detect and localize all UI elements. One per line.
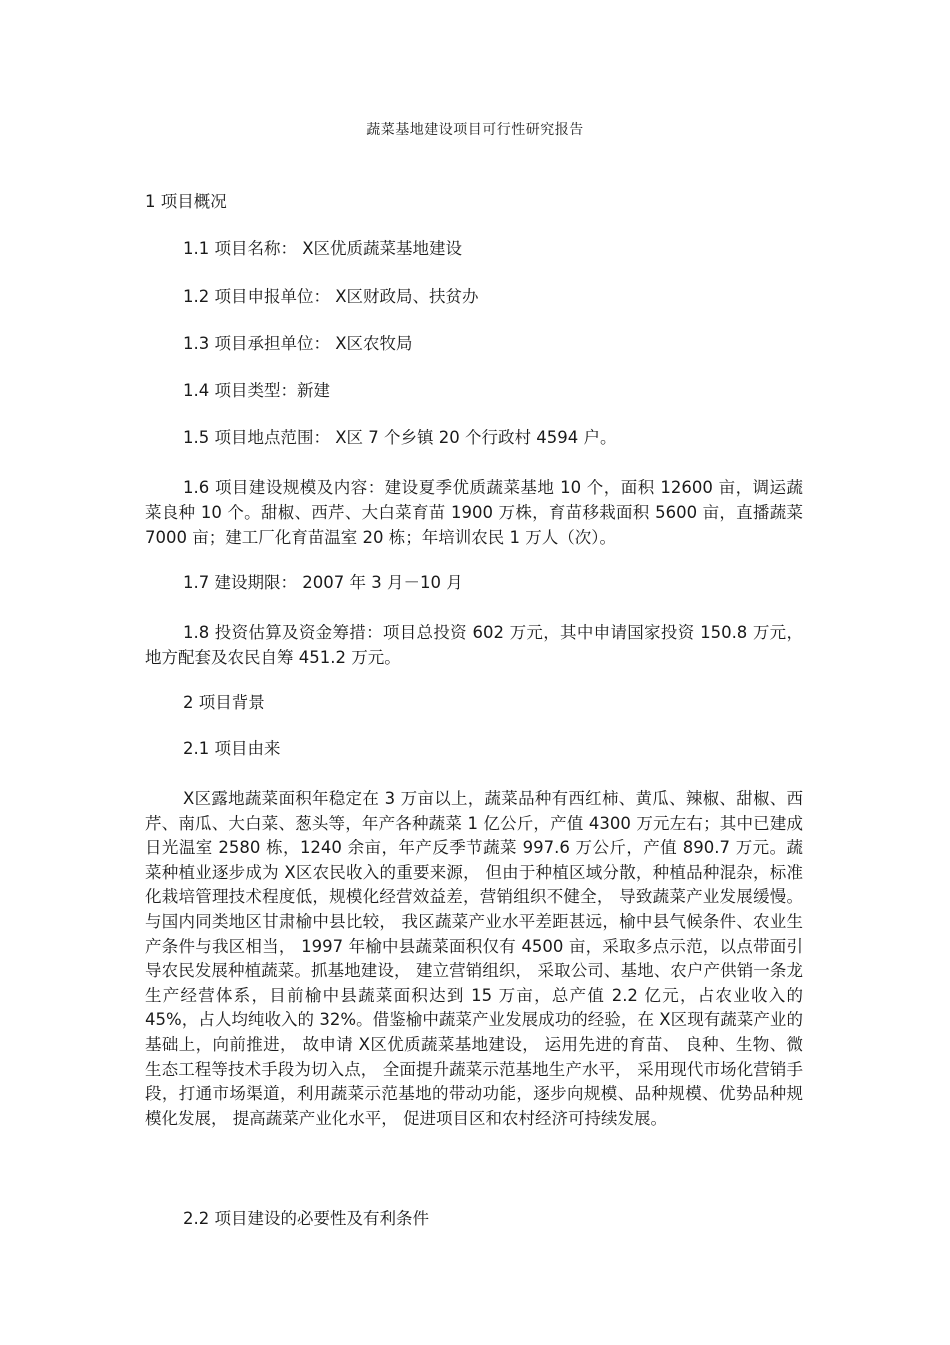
section-2-2-heading: 2.2 项目建设的必要性及有利条件: [183, 1209, 429, 1228]
item-1-8-paragraph: 1.8 投资估算及资金筹措：项目总投资 602 万元，其中申请国家投资 150.8 万元，地方配套及农民自筹 451.2 万元。: [145, 623, 803, 667]
document-title: 蔬菜基地建设项目可行性研究报告: [366, 122, 584, 138]
item-1-1: 1.1 项目名称： X区优质蔬菜基地建设: [183, 239, 463, 258]
section-2-1-heading: 2.1 项目由来: [183, 739, 281, 758]
section-2-heading: 2 项目背景: [183, 693, 265, 712]
item-1-3: 1.3 项目承担单位： X区农牧局: [183, 334, 413, 353]
item-1-4: 1.4 项目类型：新建: [183, 381, 330, 400]
section-1-heading: 1 项目概况: [145, 192, 227, 211]
item-1-5: 1.5 项目地点范围： X区 7 个乡镇 20 个行政村 4594 户。: [183, 428, 617, 447]
section-2-1-body: X区露地蔬菜面积年稳定在 3 万亩以上，蔬菜品种有西红柿、黄瓜、辣椒、甜椒、西芹、南瓜、大白菜、葱头等，年产各种蔬菜 1 亿公斤，产值 4300 万元左右；其中已建成日光温室 2580 栋，1240 余亩，年产反季节蔬菜 997.6 万公斤，产值 890.7 万元。蔬菜种植业逐步成为 X区农民收入的重要来源， 但由于种植区域分散，种植品种混杂，标准化栽培管理技术程度低，规模化经营效益差，营销组织不健全， 导致蔬菜产业发展缓慢。 与国内同类地区甘肃榆中县比较， 我区蔬菜产业水平差距甚远，榆中县气候条件、农业生产条件与我区相当， 1997 年榆中县蔬菜面积仅有 4500 亩，采取多点示范，以点带面引导农民发展种植蔬菜。抓基地建设， 建立营销组织， 采取公司、基地、农户产供销一条龙生产经营体系，目前榆中县蔬菜面积达到 15 万亩，总产值 2.2 亿元，占农业收入的 45%，占人均纯收入的 32%。借鉴榆中蔬菜产业发展成功的经验，在 X区现有蔬菜产业的基础上，向前推进， 故申请 X区优质蔬菜基地建设， 运用先进的育苗、 良种、生物、微生态工程等技术手段为切入点， 全面提升蔬菜示范基地生产水平， 采用现代市场化营销手段，打通市场渠道，利用蔬菜示范基地的带动功能，逐步向规模、品种规模、优势品种规模化发展， 提高蔬菜产业化水平， 促进项目区和农村经济可持续发展。: [145, 789, 803, 1128]
item-1-2: 1.2 项目申报单位： X区财政局、扶贫办: [183, 287, 479, 306]
item-1-6-paragraph: 1.6 项目建设规模及内容：建设夏季优质蔬菜基地 10 个，面积 12600 亩，调运蔬菜良种 10 个。甜椒、西芹、大白菜育苗 1900 万株，育苗移栽面积 5600 亩，直播蔬菜 7000 亩；建工厂化育苗温室 20 栋；年培训农民 1 万人（次）。: [145, 478, 803, 547]
item-1-7: 1.7 建设期限： 2007 年 3 月－10 月: [183, 573, 463, 592]
